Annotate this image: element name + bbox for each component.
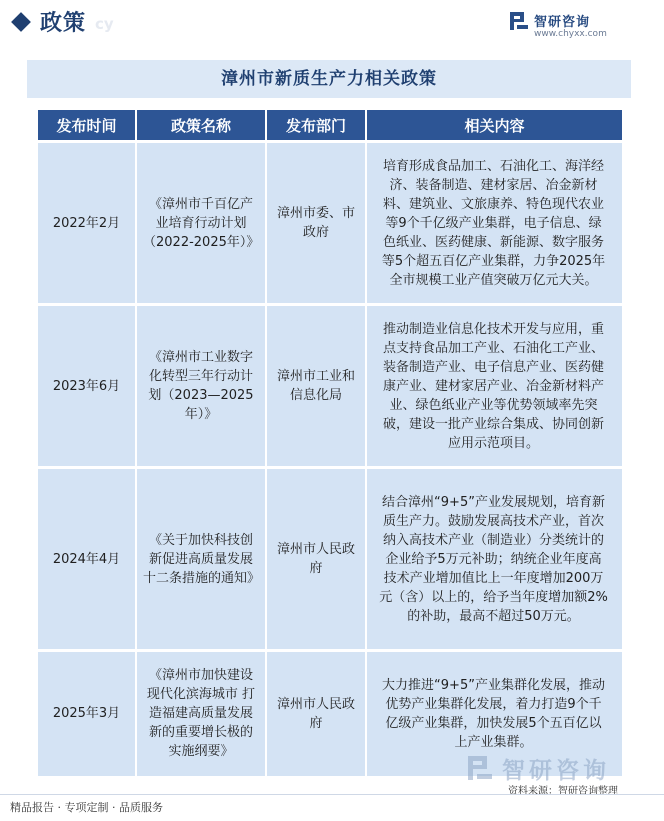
row-department: 漳州市委、市政府 xyxy=(266,142,366,305)
watermark xyxy=(468,754,648,782)
brand-block xyxy=(510,9,650,43)
row-policy-name: 《漳州市千百亿产业培育行动计划（2022-2025年）》 xyxy=(136,142,266,305)
table-row xyxy=(38,305,622,468)
row-date: 2022年2月 xyxy=(38,142,136,305)
title-ghost-text: cy xyxy=(95,15,114,33)
table-row xyxy=(38,142,622,305)
watermark-logo-icon xyxy=(468,756,494,780)
row-date: 2025年3月 xyxy=(38,651,136,776)
footer-slogan: 精品报告 · 专项定制 · 品质服务 xyxy=(10,801,163,814)
row-date: 2024年4月 xyxy=(38,468,136,651)
brand-name: 智研咨询 xyxy=(534,15,591,30)
row-date: 2023年6月 xyxy=(38,305,136,468)
table-header-row xyxy=(38,110,622,142)
source-note: 资料来源：智研咨询整理 xyxy=(508,786,618,797)
brand-logo-icon xyxy=(510,12,528,30)
section-title: 政策 xyxy=(40,10,87,36)
diamond-icon xyxy=(11,12,31,32)
row-content: 培育形成食品加工、石油化工、海洋经济、装备制造、建材家居、冶金新材料、建筑业、文旅康养、特色现代农业等9个千亿级产业集群，电子信息、绿色纸业、医药健康、新能源、数字服务等5个超五百亿产业集群，力争2025年全市规模工业产值突破万亿元大关。 xyxy=(366,142,622,305)
policy-table xyxy=(38,110,622,776)
table-title-banner: 漳州市新质生产力相关政策 xyxy=(27,60,631,98)
header-department: 发布部门 xyxy=(266,110,366,142)
header-policy-name: 政策名称 xyxy=(136,110,266,142)
header-date: 发布时间 xyxy=(38,110,136,142)
header-content: 相关内容 xyxy=(366,110,622,142)
row-department: 漳州市人民政府 xyxy=(266,468,366,651)
watermark-text: 智研咨询 xyxy=(502,758,610,784)
page-header xyxy=(0,0,664,46)
page-footer xyxy=(0,794,664,821)
row-department: 漳州市人民政府 xyxy=(266,651,366,776)
row-policy-name: 《漳州市加快建设现代化滨海城市 打造福建高质量发展新的重要增长极的实施纲要》 xyxy=(136,651,266,776)
row-policy-name: 《关于加快科技创新促进高质量发展十二条措施的通知》 xyxy=(136,468,266,651)
table-row xyxy=(38,468,622,651)
row-content: 大力推进“9+5”产业集群化发展，推动优势产业集群化发展，着力打造9个千亿级产业集群，加快发展5个五百亿以上产业集群。 xyxy=(366,651,622,776)
row-department: 漳州市工业和信息化局 xyxy=(266,305,366,468)
row-content: 结合漳州“9+5”产业发展规划，培育新质生产力。鼓励发展高技术产业，首次纳入高技术产业（制造业）分类统计的企业给予5万元补助；纳统企业年度高技术产业增加值比上一年度增加200万元（含）以上的，给予当年度增加额2%的补助，最高不超过50万元。 xyxy=(366,468,622,651)
row-content: 推动制造业信息化技术开发与应用，重点支持食品加工产业、石油化工产业、装备制造产业、电子信息产业、医药健康产业、建材家居产业、冶金新材料产业、绿色纸业产业等优势领域率先突破，建设一批产业综合集成、协同创新应用示范项目。 xyxy=(366,305,622,468)
brand-url: www.chyxx.com xyxy=(534,29,607,39)
row-policy-name: 《漳州市工业数字化转型三年行动计划（2023—2025年）》 xyxy=(136,305,266,468)
